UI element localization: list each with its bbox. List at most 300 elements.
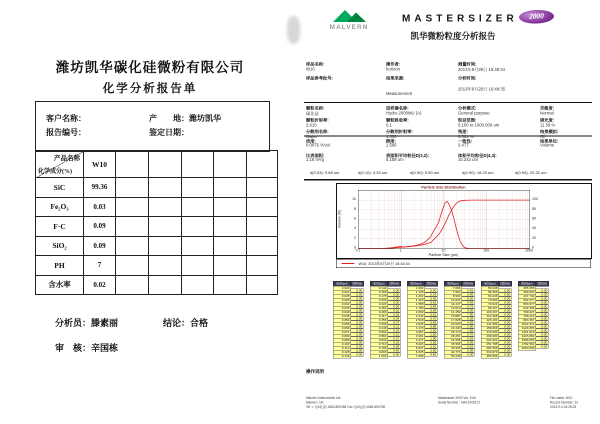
vol-cell: 4.55 [462,320,475,324]
date-label: 鉴定日期： [149,128,189,137]
size-cell: 10.024 [444,298,462,302]
size-cell: 11.247 [444,302,462,306]
size-cell: 0.399 [370,322,388,326]
size-cell: 0.040 [333,310,351,314]
size-cell: 7.962 [444,290,462,294]
right-axis-tick: 40 [532,226,536,231]
conclusion-line: 结论：合格 [163,318,209,328]
vol-cell: 9.45 [462,300,475,304]
chem-table [35,150,278,295]
vol-cell: 0.00 [536,332,549,336]
footer-line: Record Number: 23 [550,401,578,405]
psd-size-column [370,287,388,359]
psd-size-column [333,287,351,359]
chart-ylabel: Volume (%) [338,209,342,229]
size-cell: 100.237 [481,310,499,314]
psd-vol-column [499,289,512,357]
x-axis-tick: 10 [441,249,446,253]
component-name-cell: SiC [36,178,84,198]
company-name: 潍坊凯华碳化硅微粉有限公司 [55,60,245,75]
psd-size-header: 粒径(µm) [407,281,425,287]
size-cell: 7.096 [444,286,462,290]
d-value: d(0.90): 18.23 um [462,170,494,175]
empty-cell [182,236,214,256]
field-value: 1.16 m²/g [306,157,324,162]
vol-cell: 0.00 [499,320,512,324]
customer-info-box [35,101,270,152]
size-cell: 0.071 [333,330,351,334]
vol-cell: 0.70 [462,332,475,336]
empty-header-cell [149,151,182,178]
vol-cell: 0.39 [388,344,401,348]
field-value: Measurement [386,91,412,96]
right-axis-tick: 0 [532,246,534,250]
vol-cell: 0.07 [388,320,401,324]
component-name-cell: Fe₂O₃ [36,197,84,217]
field-label: 结果单位: [540,138,559,144]
vol-cell: 0.00 [536,312,549,316]
size-cell: 3.170 [407,326,425,330]
field-label: 表面积平均粒径D(3,2): [386,153,429,158]
psd-vol-header: 体积(%) [389,282,400,286]
footer-line: Malvern Instruments Ltd. [306,396,342,400]
vol-cell: 0.00 [536,300,549,304]
size-cell: 0.796 [370,346,388,350]
size-cell: 70.963 [481,298,499,302]
vol-cell: 0.01 [388,308,401,312]
psd-vol-header: 体积(%) [463,282,474,286]
size-cell: 4.477 [407,338,425,342]
field-label: 遮光度: [540,117,555,123]
field-value: 0.1 [386,122,392,128]
size-cell: 0.317 [370,314,388,318]
field-value: 2013年8月29日 16:48:34 [458,67,506,72]
d-value: d(0.94): 20.32 um [515,170,547,175]
empty-header-cell [116,151,149,178]
size-cell: 50.238 [444,354,462,358]
size-cell: 0.178 [370,294,388,298]
vol-cell: 0.00 [351,316,364,320]
size-cell: 39.905 [444,346,462,350]
field-value: 5.158 um [386,157,404,162]
vol-cell: 0.00 [499,352,512,356]
size-cell: 355.656 [481,354,499,358]
vol-cell: 0.00 [536,296,549,300]
size-cell: 0.036 [333,306,351,310]
vol-cell: 0.45 [388,348,401,352]
vol-cell: 0.00 [351,336,364,340]
field-label: 测量时间: [458,61,477,67]
vol-cell: 0.00 [499,348,512,352]
size-cell: 0.022 [333,290,351,294]
field-label: 分散剂折射率: [386,129,413,134]
vol-cell: 0.00 [388,292,401,296]
malvern-wordmark: MALVERN [324,23,374,31]
field-value: W10 [306,66,315,72]
footer-line: Serial Number : MAL1005172 [438,401,481,405]
empty-cell [149,275,182,295]
vol-cell: 0.00 [351,312,364,316]
size-cell: 2.000 [407,310,425,314]
size-cell: 0.028 [333,298,351,302]
component-value-cell: 7 [84,256,116,276]
empty-cell [214,236,247,256]
field-value: 2.610 [306,122,317,128]
vol-cell: 0.00 [499,288,512,292]
vol-cell: 0.50 [388,352,401,356]
size-cell: 1.002 [407,286,425,290]
vol-cell: 7.90 [462,312,475,316]
empty-cell [116,197,149,217]
size-cell: 0.632 [370,338,388,342]
vol-cell: 3.90 [425,348,438,352]
size-cell: 1.002 [370,354,388,358]
x-axis-tick: 1000 [525,249,533,253]
chart-curves [359,191,530,249]
customer-name-label: 客户名称： 产 地：潍坊凯华 [46,114,221,123]
vol-cell: 4.60 [425,352,438,356]
x-axis-tick: 100 [483,249,490,253]
empty-cell [149,197,182,217]
footer-center [438,396,480,405]
left-axis-tick: 6 [354,217,356,221]
empty-cell [182,256,214,276]
psd-vol-column [536,289,549,349]
field-value: Water [306,134,318,139]
diag-bottom-label: 化学成分(%) [38,169,72,175]
vol-cell: 0.00 [536,292,549,296]
empty-cell [149,256,182,276]
empty-cell [247,178,278,198]
size-cell: 1.589 [407,302,425,306]
size-cell: 1588.656 [518,338,536,342]
vol-cell: 0.00 [499,340,512,344]
size-cell: 632.456 [518,306,536,310]
empty-cell [214,197,247,217]
size-cell: 0.045 [333,314,351,318]
size-cell: 0.142 [370,286,388,290]
vol-cell: 0.54 [425,308,438,312]
component-name-cell: PH [36,256,84,276]
product-header-cell: W10 [84,151,116,178]
size-cell: 0.200 [370,298,388,302]
vol-cell: 9.00 [462,308,475,312]
empty-cell [182,197,214,217]
field-value: 0.0075 %Vol [306,142,330,148]
size-cell: 0.224 [370,302,388,306]
right-axis-tick: 100 [532,197,538,202]
psd-size-header: 粒径(µm) [370,281,388,287]
left-axis-tick: 8 [354,207,356,211]
psd-size-column [518,287,536,351]
empty-cell [116,256,149,276]
d-value: d(0.03): 0.68 um [310,170,340,175]
size-cell: 1124.683 [518,326,536,330]
vol-cell: 0.00 [351,324,364,328]
chem-row [36,236,278,256]
notes-label: 操作说明 [306,369,325,374]
psd-size-header: 粒径(µm) [518,281,536,287]
field-label: 分析时间: [458,75,477,81]
size-cell: 14.159 [444,310,462,314]
size-cell: 44.774 [444,350,462,354]
vol-cell: 0.00 [388,288,401,292]
psd-column-pair [444,281,475,359]
field-label: 浓度: [306,138,316,144]
size-cell: 224.404 [481,338,499,342]
field-label: 残差: [458,129,468,134]
chem-row [36,178,278,198]
vol-cell: 0.00 [351,308,364,312]
size-cell: 0.710 [370,342,388,346]
vol-cell: 0.00 [499,316,512,320]
psd-column-pair [333,281,364,359]
diag-top-label: 产品名称 [54,155,80,162]
size-cell: 5.637 [407,346,425,350]
vol-cell: 0.00 [536,288,549,292]
empty-cell [182,275,214,295]
vol-cell: 1.50 [425,332,438,336]
vol-cell: 0.00 [499,328,512,332]
vol-cell: 0.21 [388,332,401,336]
empty-cell [182,217,214,237]
left-axis-tick: 10 [352,197,356,202]
field-label: 结果来源: [386,75,405,81]
size-cell: 2000.000 [518,346,536,350]
field-value: 2013年8月29日 16:48:35 [458,86,506,92]
field-value: Off [540,134,546,139]
vol-cell: 0.00 [536,320,549,324]
vol-cell: 0.25 [462,336,475,340]
scan-artifact [287,16,300,44]
vol-cell: 0.00 [351,296,364,300]
size-cell: 28.251 [444,334,462,338]
left-axis-tick: 2 [354,236,356,240]
size-cell: 796.214 [518,314,536,318]
vol-cell: 0.00 [388,300,401,304]
x-axis-tick: 0.1 [355,249,361,253]
vol-cell: 0.11 [388,324,401,328]
psd-size-column [444,287,462,359]
vol-cell: 5.45 [462,288,475,292]
left-axis-tick: 4 [354,226,356,231]
right-axis-tick: 80 [532,207,536,211]
size-cell: 355.656 [518,286,536,290]
size-cell: 1.262 [407,294,425,298]
empty-cell [247,236,278,256]
vol-cell: 0.00 [536,316,549,320]
psd-size-header: 粒径(µm) [333,281,351,287]
psd-column-pair [370,281,401,359]
size-cell: 0.025 [333,294,351,298]
size-cell: 3.991 [407,334,425,338]
size-cell: 200.000 [481,334,499,338]
vol-cell: 0.00 [351,332,364,336]
vol-cell: 0.00 [499,312,512,316]
field-label: 进样器名称: [386,105,409,111]
vol-cell: 2.25 [425,340,438,344]
field-label: 颗粒名称: [306,105,325,111]
empty-cell [149,236,182,256]
vol-cell: 0.00 [536,336,549,340]
size-cell: 6.325 [407,350,425,354]
size-cell: 178.250 [481,330,499,334]
vol-cell: 9.75 [462,304,475,308]
vol-cell: 0.00 [536,328,549,332]
field-label: 灵敏度: [540,105,555,111]
psd-column-pair [481,281,512,359]
size-cell: 0.089 [333,338,351,342]
component-name-cell: F·C [36,217,84,237]
vol-cell: 0.33 [388,340,401,344]
vol-cell: 6.95 [462,292,475,296]
vol-cell: 0.00 [536,304,549,308]
vol-cell: 0.00 [351,292,364,296]
footer-line: 2013-9-4 16:26:28 [550,405,577,409]
chart-title: Particle Size Distribution [421,185,466,190]
size-cell: 316.979 [481,350,499,354]
field-label: 样品名称: [306,61,325,67]
size-cell: 0.032 [333,302,351,306]
size-cell: 282.508 [481,346,499,350]
field-label: 一致性: [458,138,473,144]
chem-header-row [36,151,278,178]
size-cell: 7.096 [407,354,425,358]
vol-cell: 0.43 [425,300,438,304]
empty-cell [214,256,247,276]
component-value-cell: 0.09 [84,217,116,237]
mastersizer-wordmark: MASTERSIZER [402,13,518,24]
empty-cell [116,217,149,237]
psd-chart [336,183,592,259]
size-cell: 3.557 [407,330,425,334]
size-cell: 1002.374 [518,322,536,326]
size-cell: 5.024 [407,342,425,346]
vol-cell: 0.00 [351,328,364,332]
size-cell: 0.283 [370,310,388,314]
field-value: 1.566 [386,142,397,148]
size-cell: 0.100 [333,342,351,346]
chart-legend [336,259,591,268]
field-value: 10.242 um [458,157,479,162]
field-label: 分析模式: [458,105,477,111]
size-cell: 63.246 [481,294,499,298]
vol-cell: 0.00 [351,352,364,356]
size-cell: 399.052 [518,290,536,294]
empty-cell [116,275,149,295]
footer-line: Malvern, UK [306,401,324,405]
component-name-cell: 含水率 [36,275,84,295]
size-cell: 0.448 [370,326,388,330]
chart-xlabel: Particle Size (µm) [428,252,459,257]
psd-size-column [407,287,425,359]
size-cell: 893.367 [518,318,536,322]
legend-line-sample [342,263,355,264]
field-value: Volume [540,142,555,148]
psd-size-header: 粒径(µm) [444,281,462,287]
field-label: 操作者: [386,61,401,67]
component-value-cell: 0.09 [84,236,116,256]
vol-cell: 0.01 [462,344,475,348]
size-cell: 1.783 [407,306,425,310]
field-value: 1.330 [386,134,397,139]
vol-cell: 1.55 [462,328,475,332]
size-cell: 0.564 [370,334,388,338]
empty-cell [149,217,182,237]
vol-cell: 0.00 [388,304,401,308]
vol-cell: 0.00 [351,304,364,308]
size-cell: 0.080 [333,334,351,338]
size-cell: 0.159 [370,290,388,294]
size-cell: 56.368 [481,290,499,294]
psd-vol-column [388,289,401,357]
size-cell: 251.785 [481,342,499,346]
divider-line [304,179,592,181]
field-value: 0.477 [458,142,469,148]
size-cell: 0.142 [333,354,351,358]
empty-cell [247,256,278,276]
d-value: d(0.50): 9.50 um [410,170,440,175]
vol-cell: 0.00 [351,348,364,352]
vol-cell: 0.38 [425,296,438,300]
empty-cell [116,236,149,256]
size-cell: 563.677 [518,302,536,306]
report-no-label: 报告编号： 鉴定日期： [46,128,189,137]
footer-right [550,396,578,410]
size-cell: 0.020 [333,286,351,290]
origin-line: 产 地：潍坊凯华 [149,114,221,123]
vol-cell: 0.00 [499,324,512,328]
component-value-cell: 99.36 [84,178,116,198]
vol-cell: 0.00 [499,308,512,312]
vol-cell: 0.00 [499,336,512,340]
analyst-line: 分析员：滕素丽 [55,318,119,328]
size-cell: 112.468 [481,314,499,318]
vol-cell: 0.00 [499,332,512,336]
psd-vol-header: 体积(%) [352,282,363,286]
size-cell: 447.744 [518,294,536,298]
empty-cell [182,178,214,198]
chem-row [36,256,278,276]
psd-vol-column [351,289,364,357]
chemical-analysis-table [35,150,278,295]
psd-vol-header: 体积(%) [500,282,511,286]
field-label: 分散剂名称: [306,129,329,134]
footer-line: Tel := +[44] (0) 1684-892456 Fax +[44] (0) 1684-892789 [306,405,386,409]
mastersizer-report-page [300,0,600,424]
component-value-cell: 0.02 [84,275,116,295]
vol-cell: 0.98 [425,324,438,328]
psd-vol-column [462,289,475,357]
field-label: 跨度: [386,138,396,144]
vol-cell: 0.00 [388,296,401,300]
field-label: 结果模拟: [540,129,559,134]
field-value: Hydro 2000MU (A) [386,110,422,116]
size-cell: 0.356 [370,318,388,322]
size-cell: 0.893 [370,350,388,354]
field-value: Normal [540,110,554,116]
field-label: 体积平均粒径D(4,3): [458,153,497,158]
vol-cell: 0.00 [536,340,549,344]
size-cell: 1.125 [407,290,425,294]
empty-header-cell [214,151,247,178]
vol-cell: 0.30 [425,288,438,292]
empty-cell [214,217,247,237]
psd-column-pair [407,281,438,359]
vol-cell: 0.00 [462,348,475,352]
divider-line [304,102,592,103]
vol-cell: 0.34 [425,292,438,296]
